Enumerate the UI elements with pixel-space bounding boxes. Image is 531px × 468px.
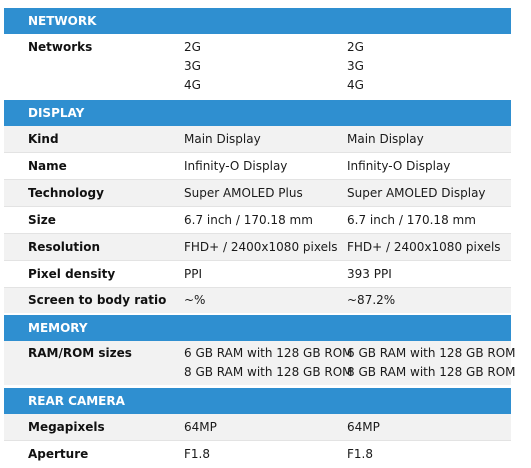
spec-row-technology: [4, 180, 511, 207]
spec-label-text: Kind: [28, 132, 59, 146]
spec-value-line: 64MP: [184, 420, 217, 434]
spec-row-aperture: [4, 441, 511, 468]
spec-row-pixel-density: [4, 261, 511, 288]
spec-value-line: 6.7 inch / 170.18 mm: [347, 213, 476, 227]
spec-value-device-1: [184, 291, 205, 310]
spec-value-line: Main Display: [347, 132, 424, 146]
section-title: NETWORK: [28, 14, 97, 28]
spec-value-device-2: [347, 157, 450, 176]
spec-value-line: F1.8: [184, 447, 210, 461]
section-body-network: [4, 34, 511, 96]
spec-label: [28, 445, 88, 464]
spec-value-device-1: [184, 130, 261, 149]
spec-value-line: PPI: [184, 267, 203, 281]
section-body-memory: [4, 341, 516, 385]
section-header-display: [4, 100, 511, 126]
spec-value-line: 3G: [347, 59, 364, 73]
spec-value-device-2: [347, 211, 476, 230]
section-title: REAR CAMERA: [28, 394, 125, 408]
spec-label: [28, 130, 59, 149]
spec-value-line: 8 GB RAM with 128 GB ROM: [184, 365, 353, 379]
spec-label-text: Networks: [28, 40, 93, 54]
spec-value-device-2: [347, 238, 501, 257]
spec-value-line: FHD+ / 2400x1080 pixels: [347, 240, 501, 254]
spec-value-line: 2G: [347, 40, 364, 54]
spec-label: [28, 211, 56, 230]
spec-value-device-2: [347, 184, 486, 203]
spec-value-line: 6 GB RAM with 128 GB ROM: [184, 346, 353, 360]
spec-label: [28, 291, 166, 310]
spec-value-line: 8 GB RAM with 128 GB ROM: [347, 365, 516, 379]
spec-value-line: 2G: [184, 40, 201, 54]
spec-value-line: 393 PPI: [347, 267, 392, 281]
spec-label-text: RAM/ROM sizes: [28, 346, 132, 360]
spec-value-line: ~%: [184, 293, 206, 307]
section-title: DISPLAY: [28, 106, 85, 120]
section-body-rear-camera: [4, 414, 511, 468]
spec-row-megapixels: [4, 414, 511, 441]
spec-value-line: 4G: [184, 78, 201, 92]
spec-value-device-1: [184, 238, 338, 257]
spec-value-device-2: [347, 418, 380, 437]
spec-row-size: [4, 207, 511, 234]
section-header-network: [4, 8, 511, 34]
section-header-memory: [4, 315, 511, 341]
spec-row-resolution: [4, 234, 511, 261]
spec-value-device-2: [347, 291, 395, 310]
section-body-display: [4, 126, 511, 313]
spec-value-line: 4G: [347, 78, 364, 92]
spec-value-device-1: [184, 265, 202, 284]
spec-value-line: FHD+ / 2400x1080 pixels: [184, 240, 338, 254]
spec-value-device-1: [184, 445, 210, 464]
spec-label-text: Aperture: [28, 447, 89, 461]
section-header-rear-camera: [4, 388, 511, 414]
spec-value-device-1: [184, 157, 287, 176]
spec-label-text: Size: [28, 213, 56, 227]
spec-value-line: Infinity-O Display: [184, 159, 288, 173]
spec-value-line: 6 GB RAM with 128 GB ROM: [347, 346, 516, 360]
spec-label-text: Name: [28, 159, 67, 173]
spec-value-line: 64MP: [347, 420, 380, 434]
spec-label: [28, 418, 105, 437]
spec-value-line: 6.7 inch / 170.18 mm: [184, 213, 313, 227]
spec-value-device-1: [184, 344, 353, 382]
spec-value-line: Infinity-O Display: [347, 159, 451, 173]
spec-label: [28, 265, 115, 284]
spec-label: [28, 184, 104, 203]
spec-value-device-1: [184, 38, 201, 95]
spec-value-line: Super AMOLED Plus: [184, 186, 303, 200]
spec-label: [28, 38, 92, 57]
spec-value-line: ~87.2%: [347, 293, 396, 307]
spec-row-ram-rom-sizes: [4, 341, 516, 385]
spec-label-text: Pixel density: [28, 267, 116, 281]
spec-row-kind: [4, 126, 511, 153]
spec-value-line: Super AMOLED Display: [347, 186, 486, 200]
spec-label: [28, 157, 67, 176]
spec-value-device-1: [184, 418, 217, 437]
spec-value-line: F1.8: [347, 447, 373, 461]
spec-value-device-2: [347, 445, 373, 464]
section-title: MEMORY: [28, 321, 88, 335]
spec-label: [28, 344, 132, 363]
spec-label-text: Technology: [28, 186, 104, 200]
spec-label: [28, 238, 100, 257]
spec-value-device-2: [347, 265, 392, 284]
spec-value-device-2: [347, 344, 516, 382]
spec-value-line: Main Display: [184, 132, 261, 146]
spec-value-device-1: [184, 211, 313, 230]
spec-row-screen-to-body-ratio: [4, 288, 511, 313]
spec-label-text: Screen to body ratio: [28, 293, 167, 307]
spec-value-device-2: [347, 130, 424, 149]
spec-label-text: Resolution: [28, 240, 101, 254]
spec-value-device-1: [184, 184, 303, 203]
spec-value-device-2: [347, 38, 364, 95]
spec-row-name: [4, 153, 511, 180]
spec-row-networks: [4, 34, 511, 96]
spec-value-line: 3G: [184, 59, 201, 73]
spec-label-text: Megapixels: [28, 420, 105, 434]
